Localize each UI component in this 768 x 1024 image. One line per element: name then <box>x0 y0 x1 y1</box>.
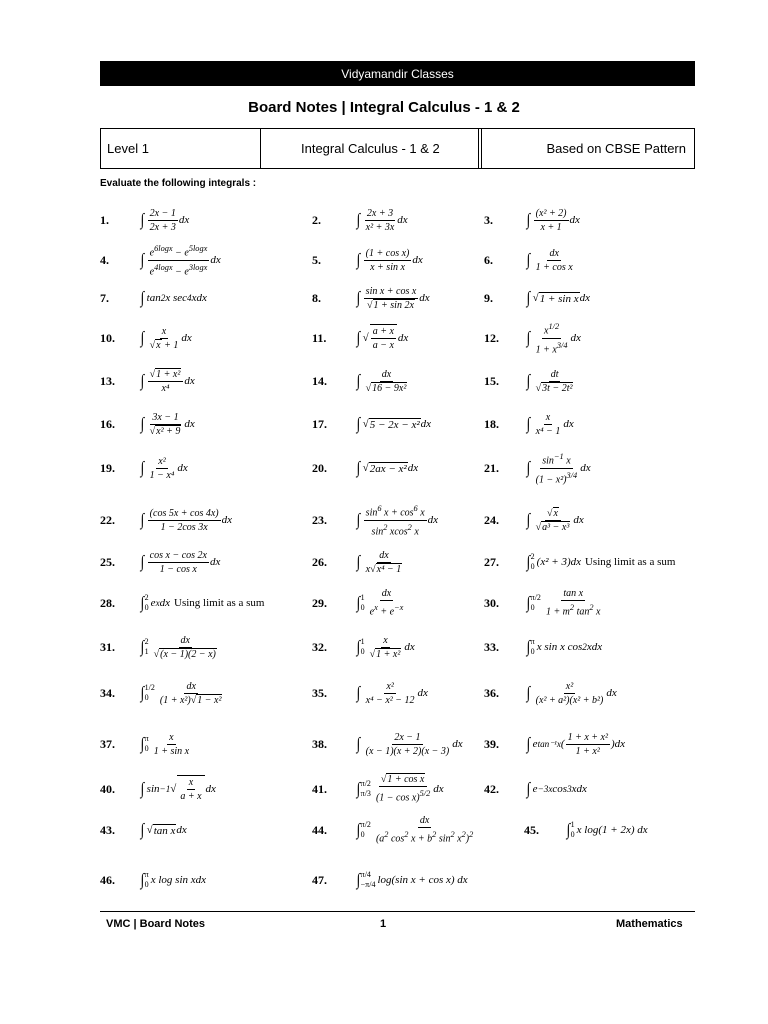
problem-expression: ∫ $\frac{\sin^{-1} x}{(1 - x^2)^{3/4}}$ dx <box>526 452 591 485</box>
problem-7 <box>100 283 207 313</box>
problem-expression: ∫ $\frac{dx}{\text{x√x⁴ − 1}}$ <box>356 549 402 575</box>
problem-number: 4. <box>100 252 109 267</box>
problem-expression: ∫ $\frac{x}{√x + 1}$ dx <box>140 325 192 351</box>
problem-expression: ∫ π/2 π/3 $\frac{\text{√1 + cos x}}{(1 - \cos x)^{5/2}}$ dx <box>356 774 444 804</box>
problem-expression: ∫ $\frac{\text{sin x + cos x}}{√1 + \sin 2x}$ dx <box>356 285 430 311</box>
problem-38 <box>312 729 463 759</box>
problem-36 <box>484 678 617 708</box>
problem-number: 37. <box>100 736 115 751</box>
problem-expression: ∫ 1/2 0 $\frac{dx}{\text{(1 + x²)√1 − x²}}$ <box>140 680 222 706</box>
problem-expression: ∫ 1 0 $\frac{dx}{e^x + e^{-x}}$ <box>356 588 404 618</box>
problem-number: 12. <box>484 330 499 345</box>
problem-number: 20. <box>312 460 327 475</box>
problem-14 <box>312 366 410 396</box>
problem-30 <box>484 588 604 618</box>
problem-number: 27. <box>484 554 499 569</box>
problem-number: 33. <box>484 639 499 654</box>
problem-expression: ∫ $\frac{\text{x²}}{\text{1 − x⁴}}$ dx <box>140 455 188 481</box>
problem-number: 11. <box>312 330 327 345</box>
problem-number: 18. <box>484 416 499 431</box>
problem-expression: ∫ $\frac{\text{x²}}{\text{x⁴ − x² − 12}}$ dx <box>356 680 428 706</box>
problem-37 <box>100 729 192 759</box>
problem-number: 36. <box>484 685 499 700</box>
problem-note: Using limit as a sum <box>584 556 676 568</box>
problem-6 <box>484 245 576 275</box>
problem-number: 42. <box>484 781 499 796</box>
problem-35 <box>312 678 428 708</box>
problem-number: 9. <box>484 290 493 305</box>
problem-number: 22. <box>100 512 115 527</box>
problem-46 <box>100 865 206 895</box>
problem-33 <box>484 632 602 662</box>
problem-number: 2. <box>312 212 321 227</box>
institute-name: Vidyamandir Classes <box>341 66 454 81</box>
problem-expression: ∫ $\frac{\text{x²}}{\text{(x² + a²)(x² + b²)}}$ dx <box>526 680 617 706</box>
problem-number: 26. <box>312 554 327 569</box>
problem-number: 45. <box>524 822 539 837</box>
problem-expression: ∫ $\frac{dx}{\text{√16 − 9x²}}$ <box>356 368 407 394</box>
problem-expression: ∫ √ $\frac{a + x}{a - x}$ dx <box>356 326 409 351</box>
problem-31 <box>100 632 220 662</box>
problem-expression: ∫ tan 2 x sec 4 xdx <box>140 288 207 307</box>
problem-11 <box>312 323 408 353</box>
problem-10 <box>100 323 192 353</box>
problem-number: 43. <box>100 822 115 837</box>
problem-25 <box>100 547 220 577</box>
problem-number: 32. <box>312 639 327 654</box>
footer-left: VMC | Board Notes <box>106 918 206 930</box>
problem-number: 25. <box>100 554 115 569</box>
problem-39 <box>484 729 625 759</box>
problem-number: 8. <box>312 290 321 305</box>
problem-number: 34. <box>100 685 115 700</box>
problem-44 <box>312 815 476 845</box>
problem-number: 23. <box>312 512 327 527</box>
problem-expression: ∫ π/2 0 $\frac{\text{tan x}}{1 + m^2 \tan^2 x}$ <box>526 588 601 618</box>
problem-23 <box>312 505 438 535</box>
problem-expression: ∫ 1 0 $\frac{x}{\text{√1 + x²}}$ dx <box>356 634 415 660</box>
problem-expression: ∫ $\frac{\text{(x² + 2)}}{x + 1}$ dx <box>526 207 580 233</box>
problem-expression: ∫ $\frac{x^{1/2}}{1 + x^{3/4}}$ dx <box>526 322 581 355</box>
problem-9 <box>484 283 590 313</box>
problem-number: 30. <box>484 595 499 610</box>
problem-expression: ∫ 2 0 e x dx Using limit as a sum <box>140 593 265 612</box>
problem-42 <box>484 774 587 804</box>
problem-number: 10. <box>100 330 115 345</box>
problem-number: 13. <box>100 373 115 388</box>
problem-expression: ∫ $\frac{dt}{\text{√3t − 2t²}}$ <box>526 368 573 394</box>
problem-13 <box>100 366 195 396</box>
problem-1 <box>100 205 189 235</box>
problem-29 <box>312 588 406 618</box>
footer-right: Mathematics <box>616 918 683 930</box>
problem-12 <box>484 323 581 353</box>
page-title: Board Notes | Integral Calculus - 1 & 2 <box>248 99 520 116</box>
problem-4 <box>100 245 221 275</box>
problem-expression: ∫ √ 5 − 2x − x² dx <box>356 414 432 433</box>
problem-number: 17. <box>312 416 327 431</box>
problem-expression: ∫ π/4 −π/4 log(sin x + cos x) dx <box>356 870 468 889</box>
problem-expression: ∫ π 0 x sin x cos 2 xdx <box>526 637 603 656</box>
problem-28 <box>100 588 264 618</box>
level-cell: Level 1 <box>101 129 261 168</box>
problem-note: Using limit as a sum <box>174 597 265 609</box>
problem-expression: ∫ 2 0 (x² + 3)dx Using limit as a sum <box>526 552 676 571</box>
problem-expression: ∫ $\frac{dx}{\text{1 + cos x}}$ <box>526 247 573 273</box>
problem-32 <box>312 632 415 662</box>
problem-expression: ∫ sin −1 √ $\frac{x}{a + x}$ dx <box>140 777 216 802</box>
problem-number: 46. <box>100 872 115 887</box>
problem-number: 24. <box>484 512 499 527</box>
problem-2 <box>312 205 408 235</box>
problem-43 <box>100 815 187 845</box>
problem-expression: ∫ $\frac{\text{cos x − cos 2x}}{\text{1 − cos x}}$ dx <box>140 549 221 575</box>
problem-number: 3. <box>484 212 493 227</box>
problem-3 <box>484 205 580 235</box>
problem-expression: ∫ $\frac{\text{√1 + x²}}{\text{x⁴}}$ dx <box>140 368 195 394</box>
problem-47 <box>312 865 468 895</box>
problem-number: 47. <box>312 872 327 887</box>
problem-number: 31. <box>100 639 115 654</box>
problem-34 <box>100 678 225 708</box>
problem-26 <box>312 547 405 577</box>
problem-expression: ∫ √ 1 + sin x dx <box>526 288 591 307</box>
problem-expression: ∫ √ 2ax − x² dx <box>356 458 419 477</box>
problem-number: 14. <box>312 373 327 388</box>
problem-27 <box>484 547 675 577</box>
problem-number: 28. <box>100 595 115 610</box>
problem-expression: ∫ $\frac{√x}{\text{√a³ − x³}}$ dx <box>526 507 584 533</box>
problem-number: 19. <box>100 460 115 475</box>
problem-5 <box>312 245 423 275</box>
problem-expression: ∫ $\frac{2x - 1}{2x + 3}$ dx <box>140 207 190 233</box>
problem-expression: ∫ $\frac{x}{\text{x⁴ − 1}}$ dx <box>526 411 574 437</box>
problem-expression: ∫ $\frac{2x - 1}{(x - 1)(x + 2)(x - 3)}$ dx <box>356 731 463 757</box>
problem-number: 21. <box>484 460 499 475</box>
instruction-text: Evaluate the following integrals : <box>100 178 257 189</box>
info-table <box>100 128 695 169</box>
problem-expression: ∫ $\frac{\text{(1 + cos x)}}{\text{x + sin x}}$ dx <box>356 247 423 273</box>
problem-expression: ∫ $\frac{e^{6logx} - e^{5logx}}{e^{4logx} - e^{3logx}}$ dx <box>140 244 221 277</box>
problem-expression: ∫ $\frac{3x - 1}{\text{√x² + 9}}$ dx <box>140 411 195 437</box>
problem-number: 15. <box>484 373 499 388</box>
problem-expression: ∫ 1 0 x log(1 + 2x) dx <box>566 820 648 839</box>
footer-divider <box>100 911 695 912</box>
problem-number: 1. <box>100 212 109 227</box>
problem-expression: ∫ e tan⁻¹x ( $\frac{\text{1 + x + x²}}{\text{1 + x²}}$ )dx <box>526 731 625 757</box>
problem-number: 44. <box>312 822 327 837</box>
problem-expression: ∫ π 0 x log sin xdx <box>140 870 207 889</box>
problem-15 <box>484 366 576 396</box>
problem-41 <box>312 774 444 804</box>
problem-number: 38. <box>312 736 327 751</box>
pattern-cell: Based on CBSE Pattern <box>481 129 694 168</box>
problem-expression: ∫ $\frac{\sin^6 x + \cos^6 x}{\sin^2 xcos^2 x}$ dx <box>356 504 439 537</box>
problem-20 <box>312 453 418 483</box>
problem-number: 5. <box>312 252 321 267</box>
problem-number: 39. <box>484 736 499 751</box>
problem-16 <box>100 409 195 439</box>
problem-expression: ∫ e −3x cos 3 xdx <box>526 779 587 798</box>
problem-45 <box>524 815 648 845</box>
problem-number: 41. <box>312 781 327 796</box>
page-number: 1 <box>380 918 387 930</box>
problem-number: 7. <box>100 290 109 305</box>
problem-8 <box>312 283 430 313</box>
topic-cell: Integral Calculus - 1 & 2 <box>261 129 479 168</box>
problem-number: 29. <box>312 595 327 610</box>
problem-expression: ∫ π 0 $\frac{x}{\text{1 + sin x}}$ <box>140 731 190 757</box>
problem-number: 16. <box>100 416 115 431</box>
problem-19 <box>100 453 188 483</box>
problem-expression: ∫ $\frac{2x + 3}{\text{x² + 3x}}$ dx <box>356 207 408 233</box>
problem-number: 40. <box>100 781 115 796</box>
problem-expression: ∫ 2 1 $\frac{dx}{√(x - 1)(2 - x)}$ <box>140 634 216 660</box>
problem-17 <box>312 409 431 439</box>
problem-number: 6. <box>484 252 493 267</box>
problem-number: 35. <box>312 685 327 700</box>
institute-banner <box>100 61 695 86</box>
problem-24 <box>484 505 584 535</box>
problem-21 <box>484 453 591 483</box>
problem-expression: ∫ π/2 0 $\frac{dx}{(a^2 \cos^2 x + b^2 \sin^2 x^2)^2}$ <box>356 815 474 845</box>
problem-22 <box>100 505 232 535</box>
problem-40 <box>100 774 216 804</box>
problem-expression: ∫ $\frac{(\cos 5x + \cos 4x)}{1 - 2\cos 3x}$ dx <box>140 507 233 533</box>
problem-expression: ∫ √ tan x dx <box>140 820 187 839</box>
problem-18 <box>484 409 574 439</box>
